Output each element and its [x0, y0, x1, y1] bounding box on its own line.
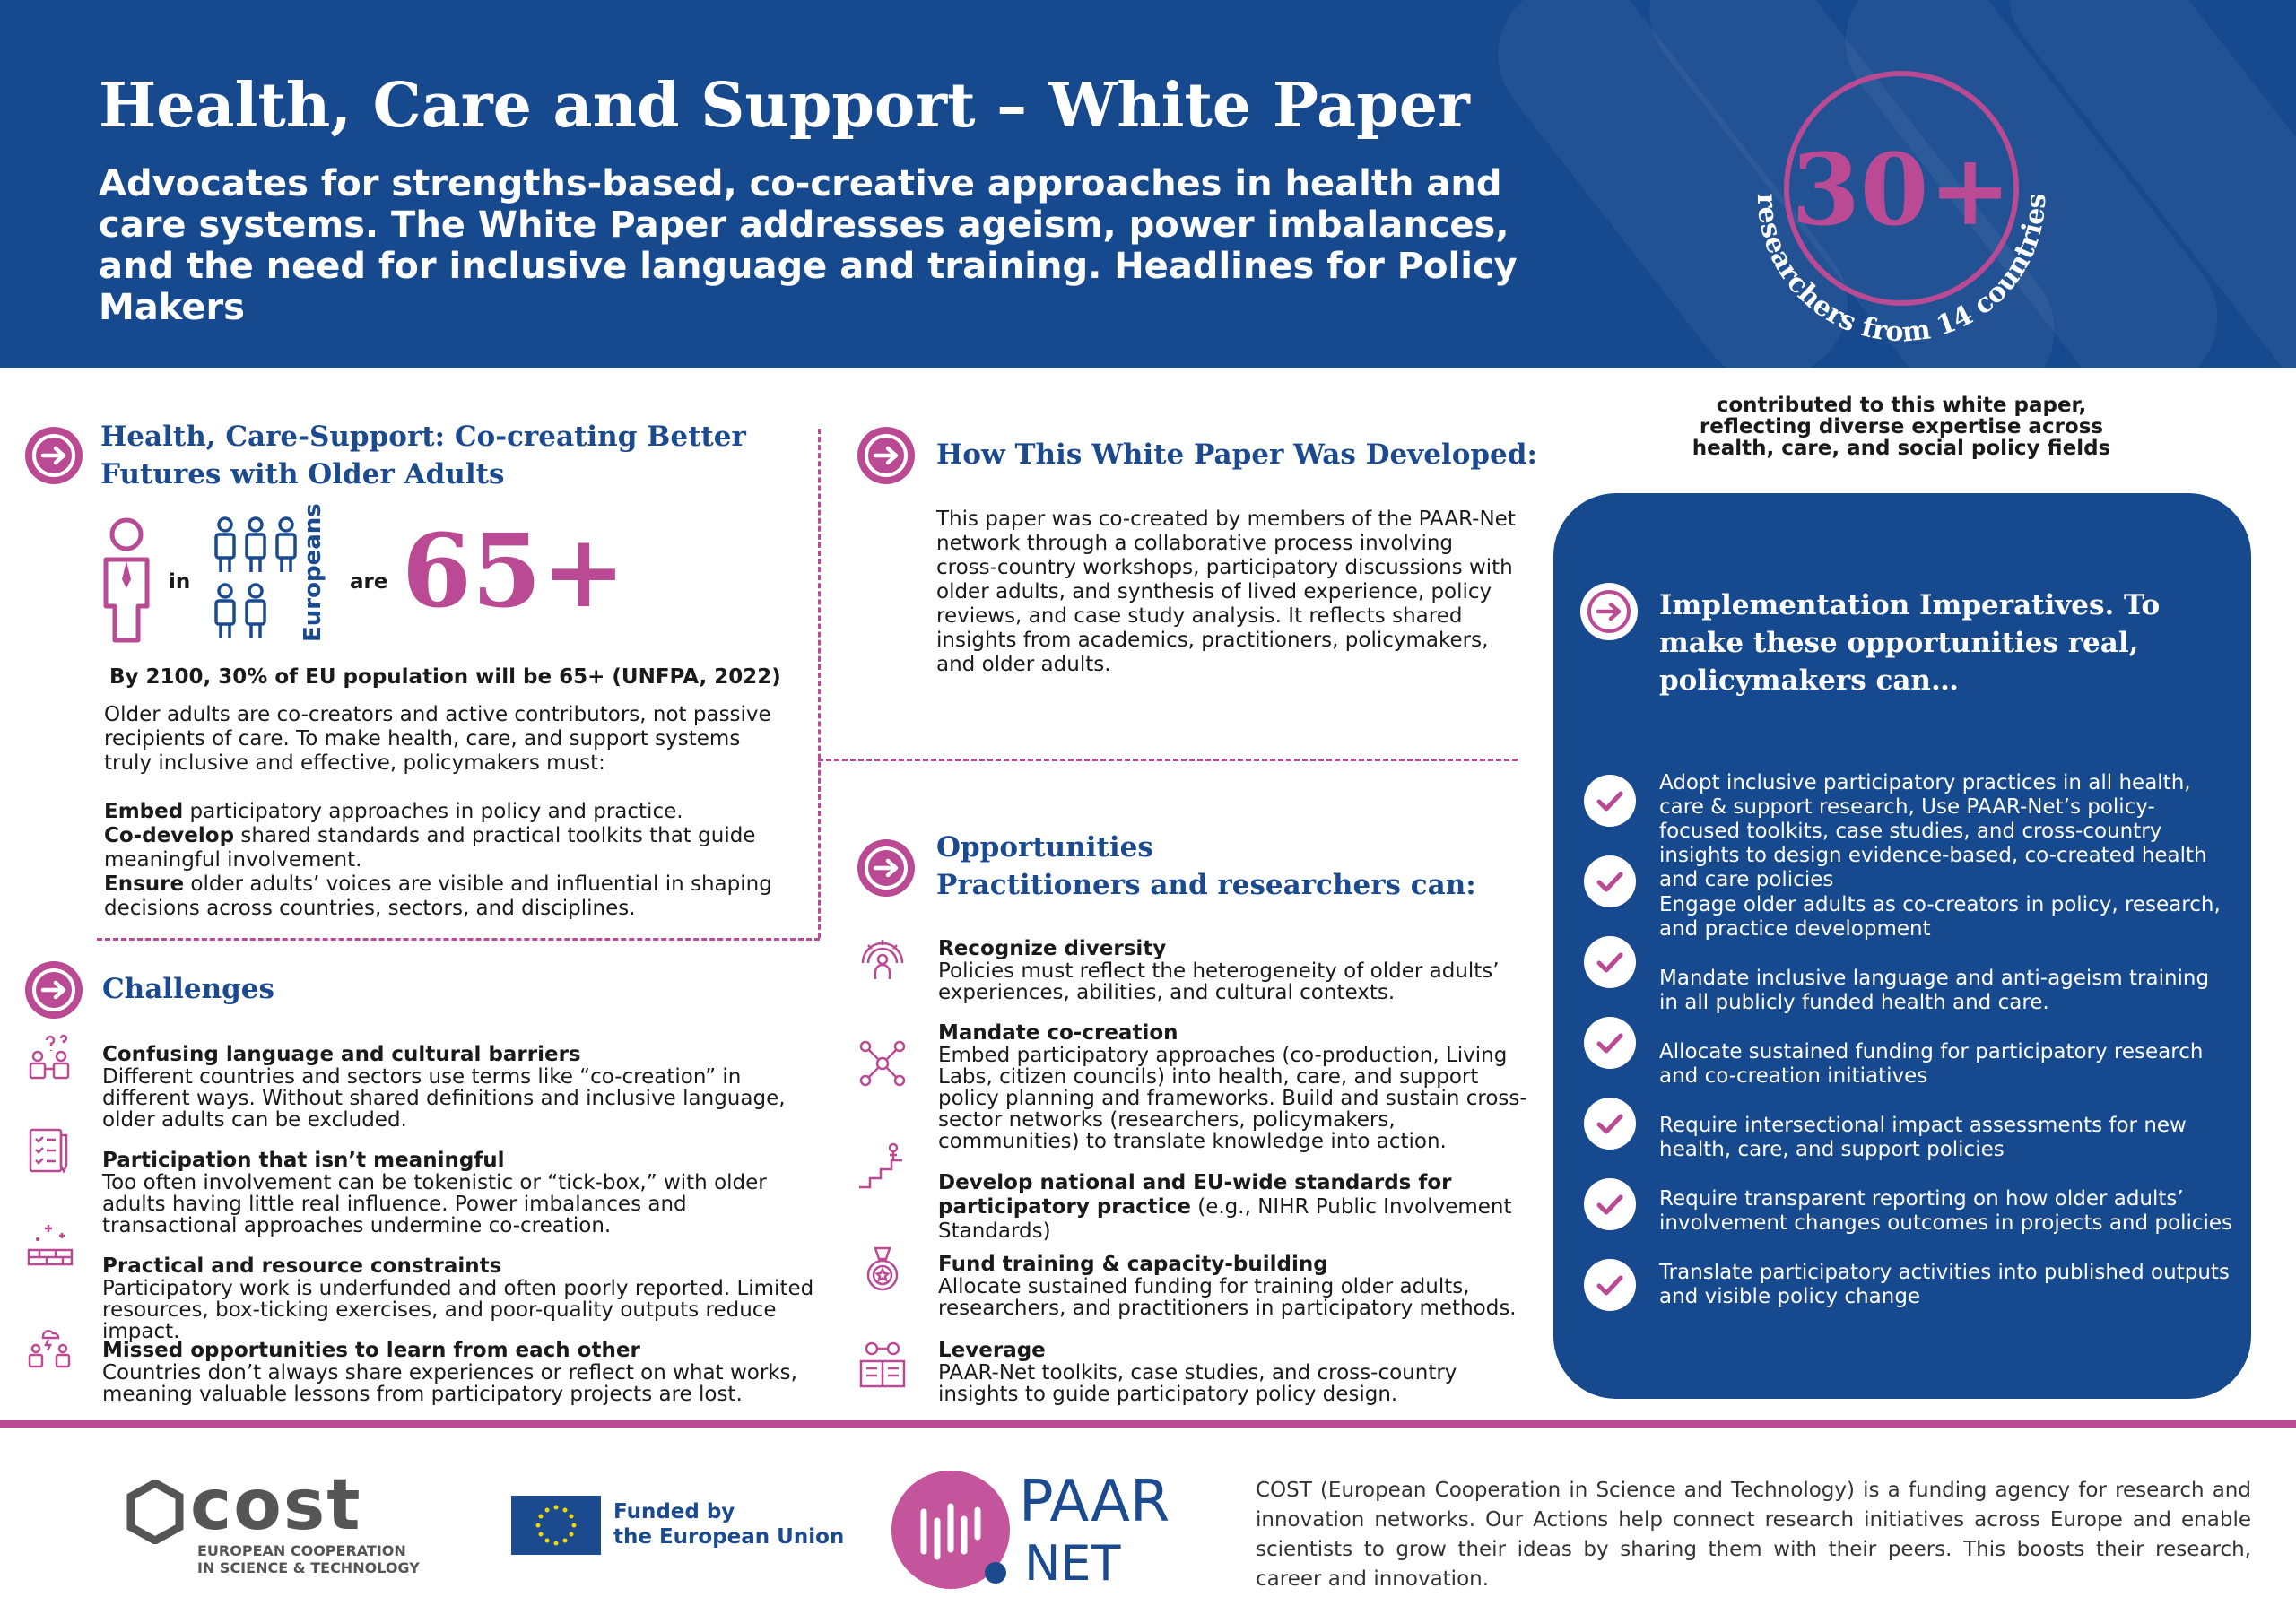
cost-description: COST (European Cooperation in Science and Technology) is a funding agency for research and innovation networks. Our Actions help connect research initiatives across Europe and enable scientists to grow their ideas by sharing them with their peers. This boosts their research, career and innovation. — [1256, 1479, 2251, 1591]
check-icon — [1584, 1017, 1636, 1069]
divider — [818, 759, 1518, 761]
money-bricks-icon — [25, 1219, 75, 1270]
badge-arc-text: researchers from 14 countries — [1750, 193, 2053, 349]
opportunity-item: Leverage PAAR-Net toolkits, case studies, and cross-country insights to guide participatory policy design. — [938, 1339, 1457, 1406]
check-icon — [1584, 1178, 1636, 1230]
book-glasses-icon — [857, 1340, 908, 1390]
imperative-item: Allocate sustained funding for participatory research and co-creation initiatives — [1659, 1040, 2204, 1088]
older-person-icon — [99, 516, 154, 644]
check-icon — [1584, 936, 1636, 988]
challenge-item: Confusing language and cultural barriers Different countries and sectors use terms like “co-creation” in different ways. Without shared definitions and inclusive language, older adults can be excluded. — [102, 1043, 786, 1132]
people-cloud-icon — [25, 1322, 75, 1372]
stat-value: 65+ — [402, 513, 626, 630]
check-icon — [1584, 1098, 1636, 1150]
imperative-item: Require transparent reporting on how older adults’ involvement changes outcomes in projects and policies — [1659, 1187, 2233, 1235]
divider — [818, 429, 821, 938]
stat-caption: By 2100, 30% of EU population will be 65+ (UNFPA, 2022) — [109, 665, 781, 689]
stat-in-label: in — [169, 570, 191, 594]
section-heading-opportunities: Opportunities Practitioners and researchers can: — [936, 831, 1476, 901]
check-icon — [1584, 1259, 1636, 1311]
policy-bullet: Ensure older adults’ voices are visible and influential in shaping decisions across countries, sectors, and disciplines. — [104, 872, 772, 920]
imperative-item: Mandate inclusive language and anti-ageism training in all publicly funded health and care. — [1659, 967, 2210, 1014]
imperative-item: Adopt inclusive participatory practices in all health, care & support research, Use PAAR-Net’s policy-focused toolkits, case studies, and cross-country insights to design evidence-based, co-created health and care policies — [1659, 771, 2207, 891]
footer-divider — [0, 1420, 2296, 1428]
eu-flag-icon — [511, 1496, 601, 1555]
check-icon — [1584, 855, 1636, 907]
opportunity-item: Recognize diversity Policies must reflect the heterogeneity of older adults’ experiences, abilities, and cultural contexts. — [938, 937, 1500, 1004]
challenge-item: Practical and resource constraints Participatory work is underfunded and often poorly reported. Limited resources, box-ticking exercises, and poor-quality outputs reduce impact. — [102, 1254, 814, 1343]
page-title: Health, Care and Support – White Paper — [99, 70, 1470, 142]
policy-bullet: Embed participatory approaches in policy and practice. — [104, 800, 683, 823]
divider — [97, 938, 820, 941]
checklist-icon — [25, 1126, 75, 1176]
arrow-right-icon — [1580, 583, 1638, 640]
badge-number: 30+ — [1791, 132, 2012, 247]
imperative-item: Translate participatory activities into published outputs and visible policy change — [1659, 1261, 2230, 1308]
policy-bullet: Co-develop shared standards and practical toolkits that guide meaningful involvement. — [104, 824, 756, 872]
opportunity-item: Develop national and EU-wide standards for participatory practice (e.g., NIHR Public Involvement Standards) — [938, 1171, 1512, 1243]
cost-logo — [126, 1465, 420, 1578]
challenge-item: Missed opportunities to learn from each other Countries don’t always share experiences or reflect on what works, meaning valuable lessons from participatory projects are lost. — [102, 1339, 797, 1406]
section-heading-cocreating: Health, Care-Support: Co-creating Better Futures with Older Adults — [100, 421, 746, 490]
header-banner — [0, 0, 2296, 368]
stairs-icon — [857, 1141, 908, 1191]
medal-icon — [857, 1245, 908, 1295]
section-heading-challenges: Challenges — [102, 973, 274, 1005]
stat-are-label: are — [350, 570, 388, 594]
researchers-badge — [1704, 45, 2099, 368]
policy-bullets — [104, 800, 786, 921]
eu-funding-label: Funded by the European Union — [613, 1500, 845, 1549]
cost-wordmark: cost — [190, 1465, 362, 1546]
page-subtitle: Advocates for strengths-based, co-creative approaches in health and care systems. The White Paper addresses ageism, power imbalances, and the need for inclusive language and training. Headlines for Policy Makers — [99, 163, 1518, 328]
arrow-right-icon — [857, 427, 915, 484]
developed-text: This paper was co-created by members of the PAAR-Net network through a collaborative process involving cross-country workshops, participatory discussions with older adults, and synthesis of lived experience, policy reviews, and case study analysis. It reflects shared insights from academics, practitioners, policymakers, and older adults. — [936, 508, 1516, 676]
badge-caption: contributed to this white paper, reflecting diverse expertise across health, care, and social policy fields — [1692, 394, 2111, 460]
imperatives-panel — [1553, 493, 2251, 1399]
europeans-group-icon — [212, 516, 301, 644]
arrow-right-icon — [25, 427, 83, 484]
people-question-icon — [25, 1033, 75, 1083]
cost-tagline: EUROPEAN COOPERATION IN SCIENCE & TECHNOLOGY — [197, 1542, 420, 1576]
diversity-icon — [857, 933, 908, 983]
arrow-right-icon — [857, 839, 915, 897]
cost-hexagon-icon — [126, 1480, 185, 1544]
section-heading-developed: How This White Paper Was Developed: — [936, 438, 1537, 471]
check-icon — [1584, 775, 1636, 827]
imperative-item: Engage older adults as co-creators in policy, research, and practice development — [1659, 893, 2221, 941]
stat-europeans-label: Europeans — [300, 503, 326, 642]
imperatives-heading: Implementation Imperatives. To make these opportunities real, policymakers can… — [1659, 589, 2161, 697]
arrow-right-icon — [25, 961, 83, 1019]
opportunity-item: Mandate co-creation Embed participatory approaches (co-production, Living Labs, citizen councils) into health, care, and support policy planning and frameworks. Build and sustain cross-sector networks (researchers, policymakers, communities) to translate knowledge into action. — [938, 1021, 1527, 1153]
paar-net-logo-icon — [888, 1467, 1013, 1593]
imperative-item: Require intersectional impact assessments for new health, care, and support policies — [1659, 1114, 2187, 1161]
paar-net-wordmark: PAAR NET — [1019, 1469, 1170, 1592]
network-icon — [857, 1038, 908, 1089]
cocreating-intro: Older adults are co-creators and active contributors, not passive recipients of care. To make health, care, and support systems truly inclusive and effective, policymakers must: — [104, 703, 771, 775]
challenge-item: Participation that isn’t meaningful Too often involvement can be tokenistic or “tick-box,” with older adults having little real influence. Power imbalances and transactional approaches undermine co-creation. — [102, 1149, 767, 1237]
opportunity-item: Fund training & capacity-building Allocate sustained funding for training older adults, researchers, and practitioners in participatory methods. — [938, 1253, 1517, 1320]
